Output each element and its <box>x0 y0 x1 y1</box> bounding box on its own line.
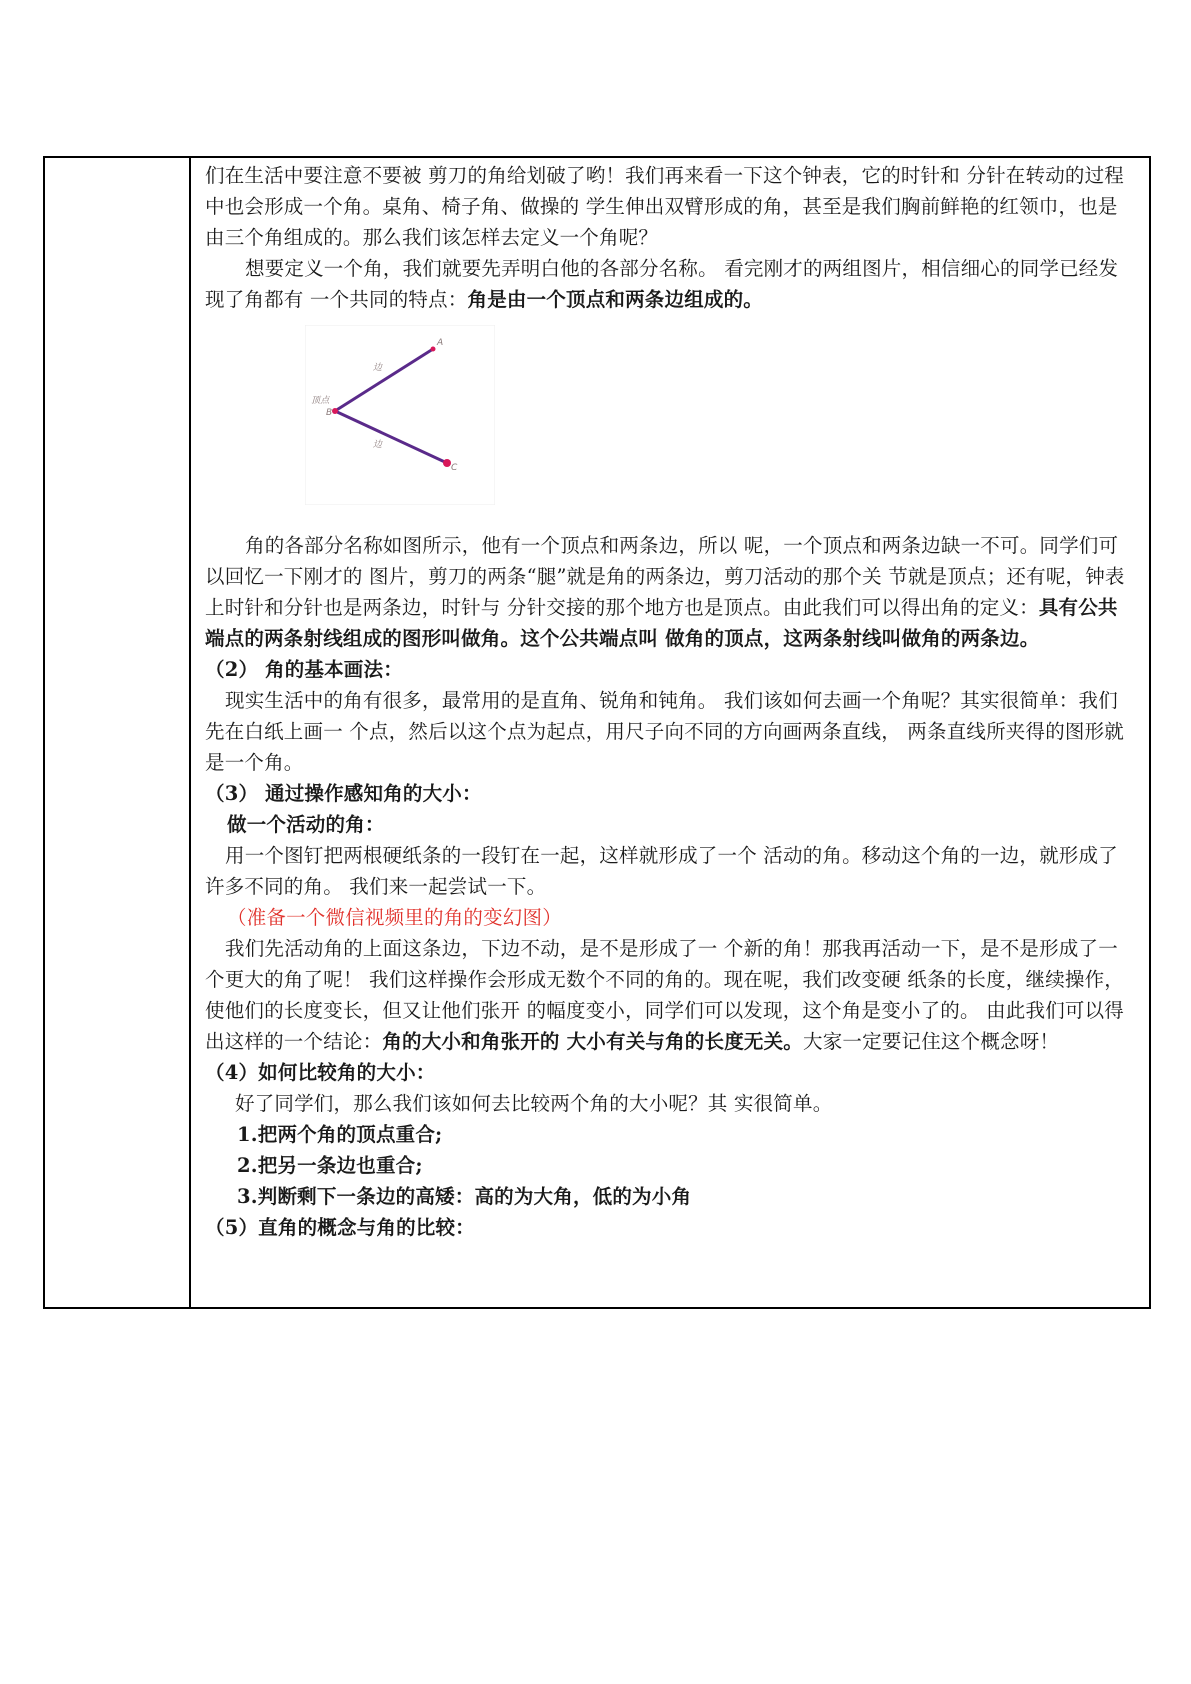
label-b: B <box>326 408 333 418</box>
section-5-heading: （5）直角的概念与角的比较： <box>205 1216 475 1239</box>
angle-parts-text: 想要定义一个角，我们就要先弄明白他的各部分名称。 看完刚才的两组图片，相信细心的同学已经发现了角都有 一个共同的特点： <box>205 257 1119 311</box>
label-edge-1: 边 <box>373 363 383 373</box>
section-3-number: （3） <box>205 782 259 805</box>
section-4-body: 好了同学们，那么我们该如何去比较两个角的大小呢？其 实很简单。 <box>235 1092 833 1115</box>
definition-paragraph <box>205 530 1130 654</box>
left-table-cell <box>45 158 189 1307</box>
intro-paragraph: 们在生活中要注意不要被 剪刀的角给划破了哟！我们再来看一下这个钟表，它的时针和 分针在转动的过程中也会形成一个角。桌角、椅子角、做操的 学生伸出双臂形成的角，甚至是我们胸前鲜艳的红领巾，也是 由三个角组成的。那么我们该怎样去定义一个角呢？ <box>205 164 1124 249</box>
lesson-content-cell <box>205 160 1130 1243</box>
section-3-body-1: 用一个图钉把两根硬纸条的一段钉在一起，这样就形成了一个 活动的角。移动这个角的一边，就形成了许多不同的角。 我们来一起尝试一下。 <box>205 844 1118 898</box>
section-3-body-2-tail: 大家一定要记住这个概念呀！ <box>803 1030 1060 1053</box>
section-3-heading <box>205 778 1130 809</box>
section-4-step: 3.判断剩下一条边的高矮：高的为大角，低的为小角 <box>237 1185 692 1208</box>
section-3-subheading: 做一个活动的角： <box>227 813 385 836</box>
section-4-heading: （4）如何比较角的大小： <box>205 1061 436 1084</box>
section-2-title: 角的基本画法： <box>265 658 403 681</box>
vertex-b-dot <box>332 408 338 414</box>
section-3-body-2-text: 我们先活动角的上面这条边，下边不动，是不是形成了一 个新的角！那我再活动一下，是不是形成了一个更大的角了呢！ 我们这样操作会形成无数个不同的角的。现在呢，我们改变硬 纸条的长度，继续操作，使他们的长度变长，但又让他们张开 的幅度变小，同学们可以发现，这个角是变小了的。 由此我们可以得出这样的一个结论： <box>205 937 1124 1053</box>
diagram-frame <box>305 325 495 505</box>
section-3-title: 通过操作感知角的大小： <box>265 782 482 805</box>
definition-key-point: 具有公共端点的两条射线组成的图形叫做角。这个公共端点叫 做角的顶点，这两条射线叫做角的两条边。 <box>205 596 1118 650</box>
section-4-step: 2.把另一条边也重合; <box>237 1154 423 1177</box>
section-2-body: 现实生活中的角有很多，最常用的是直角、锐角和钝角。 我们该如何去画一个角呢？其实很简单：我们先在白纸上画一 个点，然后以这个点为起点，用尺子向不同的方向画两条直线， 两条直线所夹得的图形就是一个角。 <box>205 689 1124 774</box>
section-3-note: （准备一个微信视频里的角的变幻图） <box>227 906 562 929</box>
section-4-step: 1.把两个角的顶点重合; <box>237 1123 443 1146</box>
section-2-heading <box>205 654 1130 685</box>
section-3-body-2 <box>205 933 1130 1057</box>
angle-parts-paragraph <box>205 253 1130 315</box>
column-divider <box>189 156 191 1309</box>
section-3-conclusion: 角的大小和角张开的 大小有关与角的长度无关。 <box>382 1030 804 1053</box>
label-edge-2: 边 <box>373 440 383 450</box>
point-a-dot <box>431 347 436 352</box>
angle-parts-key-point: 角是由一个顶点和两条边组成的。 <box>467 288 764 311</box>
angle-diagram-svg <box>305 325 495 505</box>
angle-diagram <box>205 315 1130 530</box>
point-c-dot <box>443 459 451 467</box>
label-c: C <box>451 463 458 473</box>
label-vertex: 顶点 <box>311 396 330 406</box>
definition-text: 角的各部分名称如图所示，他有一个顶点和两条边，所以 呢，一个顶点和两条边缺一不可。同学们可以回忆一下刚才的 图片，剪刀的两条“腿”就是角的两条边，剪刀活动的那个关 节就是顶点；还有呢，钟表上时针和分针也是两条边，时针与 分针交接的那个地方也是顶点。由此我们可以得出角的定义： <box>205 534 1125 619</box>
section-2-number: （2） <box>205 658 259 681</box>
label-a: A <box>437 338 444 348</box>
